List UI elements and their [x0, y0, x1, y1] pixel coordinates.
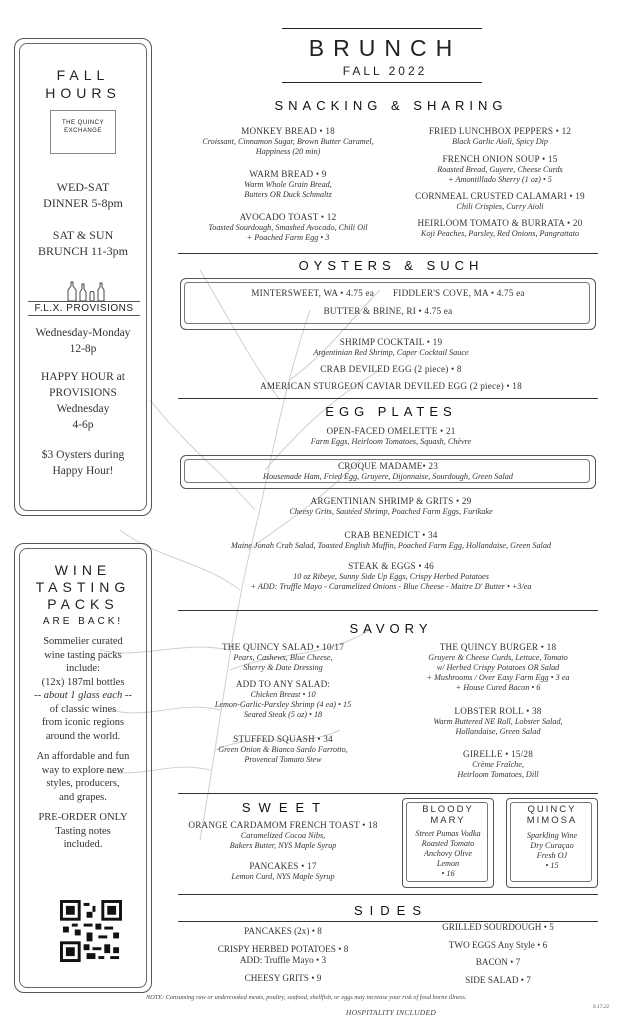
fall-label: FALL: [56, 67, 110, 83]
eggs-items: [176, 496, 606, 592]
section-title-sides: SIDES: [353, 903, 428, 918]
item-warm-bread: WARM BREAD • 9: [249, 169, 327, 179]
item-french-toast: ORANGE CARDAMOM FRENCH TOAST • 18: [188, 820, 378, 830]
hours-label: HOURS: [45, 85, 121, 101]
dinner-hours: DINNER 5-8pm: [43, 196, 123, 210]
savory-left-col: [178, 642, 388, 765]
item-onion-soup: FRENCH ONION SOUP • 15: [442, 154, 558, 164]
item-description: Heirloom Tomatoes, Dill: [457, 770, 539, 779]
item-description: Croissant, Cinnamon Sugar, Brown Butter Caramel,: [202, 137, 374, 146]
oyster-special-line-1: $3 Oysters during: [41, 449, 125, 461]
wine-title-3: PACKS: [47, 596, 119, 612]
qr-code-icon[interactable]: [60, 900, 122, 962]
oyster-butter-brine: BUTTER & BRINE, RI • 4.75 ea: [323, 306, 453, 316]
item-lunchbox-peppers: FRIED LUNCHBOX PEPPERS • 12: [428, 126, 572, 136]
wine-line: included.: [63, 839, 103, 850]
quincy-exchange-logo: [50, 110, 116, 154]
section-title-eggs: EGG PLATES: [325, 404, 457, 419]
item-description: Chicken Breast • 10: [250, 690, 316, 699]
oysters-box: [180, 278, 596, 330]
happy-hour-line-4: 4-6p: [72, 419, 94, 431]
item-description: + Poached Farm Egg • 3: [246, 233, 330, 242]
item-description: + ADD: Truffle Mayo - Caramelized Onions - Blue Cheese - Maitre D' Butter • +3/ea: [250, 582, 532, 591]
wine-title-4: ARE BACK!: [42, 616, 124, 627]
header-rule-bottom: [282, 82, 482, 83]
mimosa-ingredient: Sparkling Wine: [526, 831, 578, 840]
mimosa-title-1: QUINCY: [527, 804, 577, 815]
item-crab-deviled-egg: CRAB DEVILED EGG (2 piece) • 8: [320, 364, 462, 374]
sweet-rule: [178, 793, 598, 794]
item-description: Toasted Sourdough, Smashed Avocado, Chili Oil: [208, 223, 368, 232]
wine-line: Tasting notes: [55, 825, 111, 837]
wine-description: [18, 635, 148, 852]
quincy-hours: [18, 179, 148, 259]
item-description: Chili Crispies, Curry Aioli: [456, 202, 544, 211]
footer-date: 9.17.22: [592, 1004, 610, 1010]
sides-rule-top: [178, 894, 598, 895]
mimosa-ingredient: Dry Curaçao: [530, 841, 574, 850]
item-description: Caramelized Cocoa Nibs,: [240, 831, 326, 840]
bloody-price: • 16: [441, 869, 455, 878]
brunch-hours: BRUNCH 11-3pm: [38, 244, 128, 258]
oyster-mintersweet: MINTERSWEET, WA • 4.75 ea: [251, 288, 374, 298]
sides-right-col: [396, 922, 600, 986]
provisions-days: Wednesday-Monday: [35, 327, 131, 339]
item-description: + Amontillado Sherry (1 oz) • 5: [448, 175, 552, 184]
wine-line: -- about 1 glass each --: [34, 690, 132, 701]
item-description: Housemade Ham, Fried Egg, Gruyere, Dijonnaise, Sourdough, Green Salad: [263, 472, 513, 481]
item-description: Butters OR Duck Schmaltz: [244, 190, 332, 199]
item-omelette-block: [176, 426, 606, 447]
bloody-ingredient: Lemon: [436, 859, 460, 868]
item-description: w/ Herbed Crispy Potatoes OR Salad: [436, 663, 560, 672]
bloody-ingredient: Street Pumas Vodka: [415, 829, 481, 838]
side-two-eggs: TWO EGGS Any Style • 6: [448, 939, 548, 950]
item-description: Warm Buttered NE Roll, Lobster Salad,: [433, 717, 563, 726]
header-rule-top: [282, 28, 482, 29]
item-description: Gruyere & Cheese Curds, Lettuce, Tomato: [428, 653, 568, 662]
item-description: Green Onion & Bianco Sardo Farrotto,: [218, 745, 348, 754]
wed-sat-label: WED-SAT: [56, 180, 110, 194]
item-description: + House Cured Bacon • 6: [455, 683, 541, 692]
item-croque-block: [180, 461, 596, 482]
item-description: Pears, Cashews, Blue Cheese,: [233, 653, 333, 662]
footer-hospitality: HOSPITALITY INCLUDED: [345, 1008, 437, 1017]
bloody-ingredient: Anchovy Olive: [424, 849, 472, 858]
side-grits: CHEESY GRITS • 9: [244, 972, 322, 983]
bloody-title-1: BLOODY: [422, 804, 474, 815]
item-description: Provencal Tomato Stew: [244, 755, 322, 764]
footer-note: NOTE: Consuming raw or undercooked meats, poultry, seafood, shellfish, or eggs may increase your risk of food borne illness.: [146, 994, 467, 1001]
wine-line: include:: [66, 663, 100, 674]
item-avocado-toast: AVOCADO TOAST • 12: [239, 212, 337, 222]
item-croque-madame: CROQUE MADAME• 23: [337, 461, 439, 471]
section-title-snacking: SNACKING & SHARING: [274, 98, 508, 113]
item-description: Lemon Curd, NYS Maple Syrup: [231, 872, 335, 881]
provisions-logo-text: F.L.X. PROVISIONS: [28, 301, 140, 316]
wine-line: of classic wines: [49, 703, 117, 715]
item-omelette: OPEN-FACED OMELETTE • 21: [326, 426, 456, 436]
item-description: Roasted Bread, Guyere, Cheese Curds: [437, 165, 563, 174]
provisions-time: 12-8p: [69, 343, 97, 355]
side-pancakes: PANCAKES (2x) • 8: [244, 926, 322, 936]
happy-hour-line-3: Wednesday: [56, 403, 110, 415]
snacking-left-col: [178, 126, 398, 243]
item-quincy-burger: THE QUINCY BURGER • 18: [439, 642, 557, 652]
item-crab-benedict: CRAB BENEDICT • 34: [344, 530, 438, 540]
item-description: Sherry & Date Dressing: [243, 663, 323, 672]
item-caviar-deviled-egg: AMERICAN STURGEON CAVIAR DEVILED EGG (2 piece) • 18: [260, 381, 522, 391]
savory-rule: [178, 610, 598, 611]
wine-title-1: WINE: [54, 562, 112, 578]
wine-line: PRE-ORDER ONLY: [38, 812, 128, 823]
provisions-hours: [18, 325, 148, 479]
page-subtitle: FALL 2022: [342, 64, 428, 78]
wine-line: way to explore new: [41, 764, 125, 776]
oyster-fiddlers-cove: FIDDLER'S COVE, MA • 4.75 ea: [393, 288, 525, 298]
item-description: Lemon-Garlic-Parsley Shrimp (4 ea) • 15: [214, 700, 352, 709]
item-description: Hollandaise, Green Salad: [455, 727, 541, 736]
snacking-right-col: [400, 126, 600, 239]
bloody-title-2: MARY: [430, 815, 466, 826]
wine-line: and grapes.: [59, 791, 107, 803]
item-shrimp-cocktail: SHRIMP COCKTAIL • 19: [339, 337, 443, 347]
happy-hour-line-1: HAPPY HOUR at: [41, 371, 125, 383]
side-truffle-mayo: ADD: Truffle Mayo • 3: [239, 955, 327, 965]
item-calamari: CORNMEAL CRUSTED CALAMARI • 19: [415, 191, 585, 201]
fall-hours-title: [18, 66, 148, 102]
sides-left-col: [178, 926, 388, 984]
item-description: Argentinian Red Shrimp, Caper Cocktail Sauce: [313, 348, 469, 357]
item-description: Koji Peaches, Parsley, Red Onions, Pangrattato: [420, 229, 580, 238]
oyster-special-line-2: Happy Hour!: [52, 465, 114, 477]
mimosa-content: [506, 804, 598, 871]
sat-sun-label: SAT & SUN: [52, 228, 114, 242]
bloody-mary-content: [402, 804, 494, 879]
item-description: Black Garlic Aioli, Spicy Dip: [451, 137, 549, 146]
item-stuffed-squash: STUFFED SQUASH • 34: [233, 734, 333, 744]
item-shrimp-grits: ARGENTINIAN SHRIMP & GRITS • 29: [310, 496, 472, 506]
logo-text-top: THE QUINCY: [61, 120, 104, 126]
side-potatoes: CRISPY HERBED POTATOES • 8: [217, 943, 349, 954]
wine-line: around the world.: [45, 730, 121, 742]
item-girelle: GIRELLE • 15/28: [462, 749, 533, 759]
item-description: Happiness (20 min): [255, 147, 321, 156]
add-to-salad: ADD TO ANY SALAD:: [235, 679, 331, 689]
side-salad: SIDE SALAD • 7: [465, 974, 531, 985]
section-title-oysters: OYSTERS & SUCH: [298, 258, 484, 273]
section-title-sweet: SWEET: [241, 800, 329, 815]
mimosa-price: • 15: [545, 861, 559, 870]
item-quincy-salad: THE QUINCY SALAD • 10/17: [221, 642, 344, 652]
item-description: Cheesy Grits, Sautéed Shrimp, Poached Farm Eggs, Furikake: [289, 507, 493, 516]
item-description: Crème Fraîche,: [472, 760, 524, 769]
side-sourdough: GRILLED SOURDOUGH • 5: [442, 922, 554, 932]
page-title: BRUNCH: [308, 35, 462, 61]
section-title-savory: SAVORY: [349, 621, 433, 636]
oyster-row-1: [180, 288, 596, 299]
happy-hour-line-2: PROVISIONS: [49, 387, 117, 399]
item-steak-eggs: STEAK & EGGS • 46: [348, 561, 434, 571]
item-description: Maine Jonah Crab Salad, Toasted English Muffin, Poached Farm Egg, Hollandaise, Green Salad: [230, 541, 552, 550]
savory-right-col: [392, 642, 604, 780]
mimosa-ingredient: Fresh OJ: [536, 851, 568, 860]
side-bacon: BACON • 7: [475, 957, 521, 967]
sweet-items: [176, 820, 390, 882]
oysters-rule: [178, 253, 598, 254]
bloody-ingredient: Roasted Tomato: [421, 839, 475, 848]
item-description: Warm Whole Grain Bread,: [244, 180, 332, 189]
wine-line: (12x) 187ml bottles: [41, 676, 125, 688]
logo-text-bottom: EXCHANGE: [64, 128, 102, 134]
eggs-rule: [178, 398, 598, 399]
wine-line: An affordable and fun: [36, 751, 130, 762]
item-burrata: HEIRLOOM TOMATO & BURRATA • 20: [417, 218, 583, 228]
wine-title-2: TASTING: [35, 579, 131, 595]
wine-title: [18, 562, 148, 630]
item-description: + Mushrooms / Over Easy Farm Egg • 3 ea: [426, 673, 570, 682]
item-monkey-bread: MONKEY BREAD • 18: [241, 126, 335, 136]
wine-line: styles, producers,: [46, 778, 120, 789]
oysters-items: [176, 337, 606, 392]
provisions-logo: [28, 280, 140, 318]
item-description: Farm Eggs, Heirloom Tomatoes, Squash, Chèvre: [310, 437, 472, 446]
bottles-icon: [28, 280, 140, 302]
item-description: Bakers Butter, NYS Maple Syrup: [229, 841, 337, 850]
mimosa-title-2: MIMOSA: [526, 815, 578, 826]
wine-line: wine tasting packs: [44, 649, 122, 661]
wine-line: Sommelier curated: [43, 636, 123, 647]
item-description: Seared Steak (5 oz) • 18: [243, 710, 323, 719]
item-description: 10 oz Ribeye, Sunny Side Up Eggs, Crispy Herbed Potatoes: [293, 572, 489, 581]
wine-line: from iconic regions: [41, 717, 125, 728]
item-pancakes: PANCAKES • 17: [249, 861, 317, 871]
item-lobster-roll: LOBSTER ROLL • 38: [454, 706, 542, 716]
